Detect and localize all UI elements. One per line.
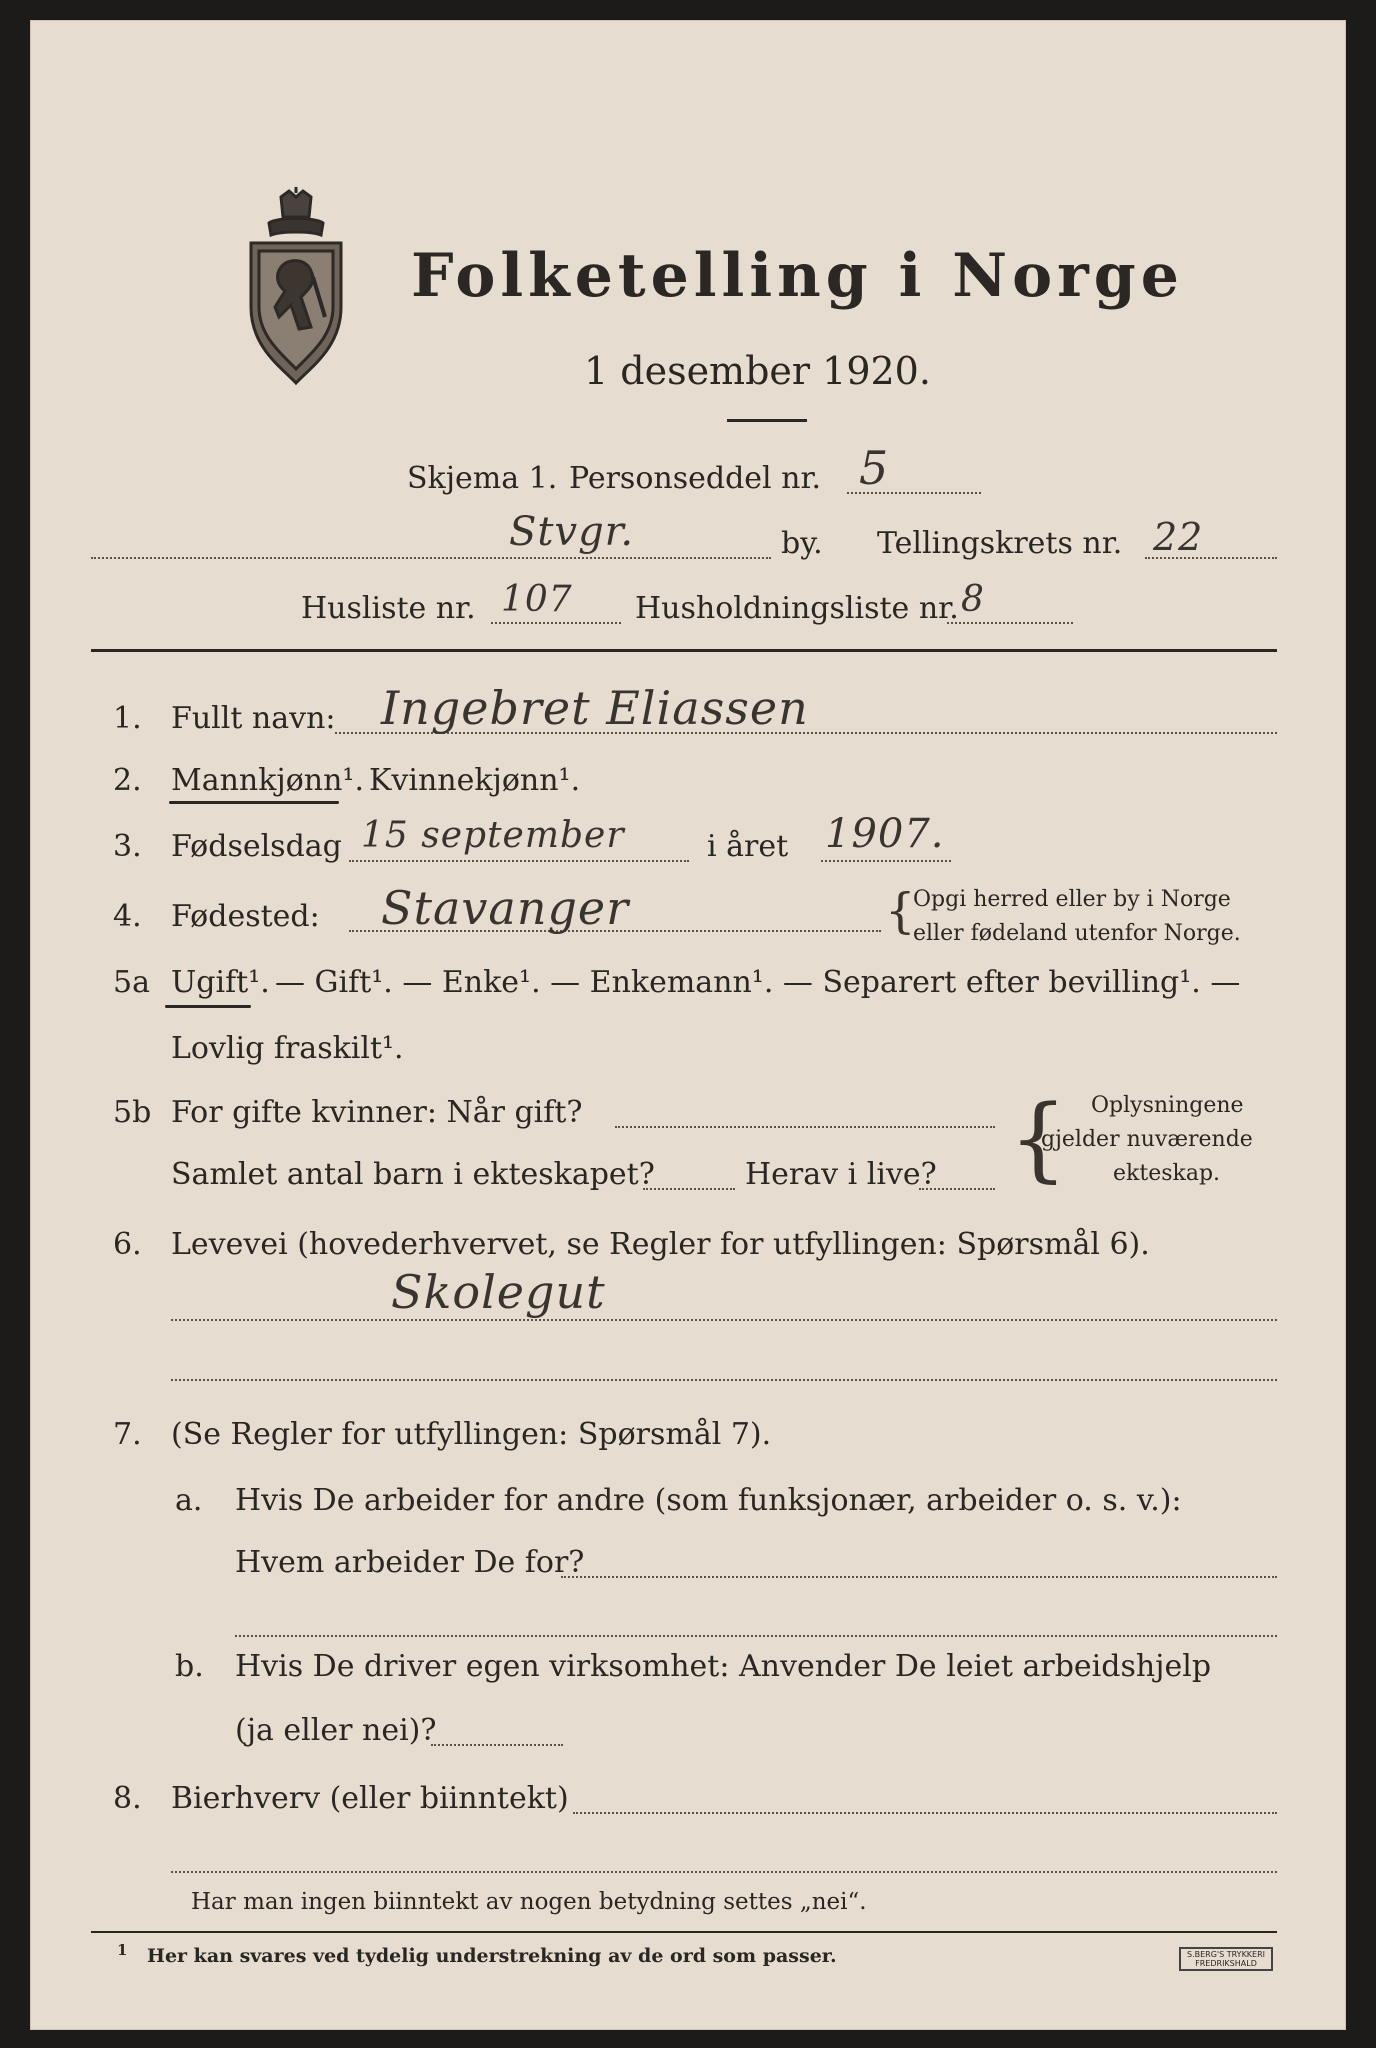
q6-dotline-2 bbox=[171, 1379, 1277, 1381]
q4-note-line1: Opgi herred eller by i Norge bbox=[913, 887, 1231, 912]
husholdning-label: Husholdningsliste nr. bbox=[635, 591, 959, 626]
by-label: by. bbox=[781, 526, 823, 561]
q2-male: Mannkjønn¹. bbox=[171, 763, 364, 798]
husliste-value: 107 bbox=[501, 579, 573, 620]
q7a-number: a. bbox=[175, 1483, 203, 1518]
q8-number: 8. bbox=[113, 1781, 142, 1816]
q4-label: Fødested: bbox=[171, 899, 320, 934]
footnote-text: Her kan svares ved tydelig understrekning av de ord som passer. bbox=[147, 1945, 837, 1967]
q6-number: 6. bbox=[113, 1227, 142, 1262]
q3-label: Fødselsdag bbox=[171, 829, 342, 864]
census-form bbox=[30, 20, 1346, 2030]
q5b-note-3: ekteskap. bbox=[1113, 1161, 1221, 1186]
q5a-options: — Gift¹. — Enke¹. — Enkemann¹. — Separert efter bevilling¹. — bbox=[275, 965, 1241, 1000]
q7a-dotline-1 bbox=[561, 1576, 1277, 1578]
printer-stamp bbox=[1179, 1947, 1273, 1971]
q5b-number: 5b bbox=[113, 1095, 152, 1130]
q8-label: Bierhverv (eller biinntekt) bbox=[171, 1781, 569, 1816]
q6-value: Skolegut bbox=[391, 1265, 606, 1319]
norway-coat-of-arms-icon bbox=[241, 187, 351, 387]
q7b-line1: Hvis De driver egen virksomhet: Anvender De leiet arbeidshjelp bbox=[235, 1649, 1212, 1684]
personseddel-label: Personseddel nr. bbox=[569, 461, 822, 496]
personseddel-value: 5 bbox=[859, 441, 890, 495]
q3-number: 3. bbox=[113, 829, 142, 864]
q5b-label: For gifte kvinner: Når gift? bbox=[171, 1095, 583, 1130]
q7a-line2: Hvem arbeider De for? bbox=[235, 1545, 585, 1580]
q5b-dotline bbox=[615, 1126, 995, 1128]
q5a-ugift-underline bbox=[165, 1005, 251, 1008]
q5b-note-2: gjelder nuværende bbox=[1041, 1127, 1253, 1152]
census-date: 1 desember 1920. bbox=[584, 349, 931, 393]
q5a-ugift: Ugift¹. bbox=[171, 965, 270, 1000]
husliste-label: Husliste nr. bbox=[301, 591, 476, 626]
title-divider bbox=[727, 419, 807, 422]
q1-number: 1. bbox=[113, 701, 142, 736]
husholdning-dotline bbox=[947, 622, 1073, 624]
form-title: Folketelling i Norge bbox=[411, 241, 1184, 311]
q5a-number: 5a bbox=[113, 965, 150, 1000]
q2-male-underline bbox=[169, 801, 339, 804]
q4-number: 4. bbox=[113, 899, 142, 934]
q5b-brace: { bbox=[1009, 1085, 1068, 1192]
q3-year-value: 1907. bbox=[825, 811, 945, 857]
q7b-number: b. bbox=[175, 1649, 204, 1684]
q2-number: 2. bbox=[113, 763, 142, 798]
q5b-children-dotline bbox=[643, 1188, 735, 1190]
q7b-line2: (ja eller nei)? bbox=[235, 1713, 437, 1748]
q6-label: Levevei (hovederhvervet, se Regler for utfyllingen: Spørsmål 6). bbox=[171, 1227, 1150, 1262]
q5b-alive-dotline bbox=[919, 1188, 995, 1190]
q3-year-label: i året bbox=[707, 829, 789, 864]
q4-note-line2: eller fødeland utenfor Norge. bbox=[913, 921, 1241, 946]
footnote-mark: 1 bbox=[117, 1941, 128, 1959]
printer-stamp-line1: S.BERG'S TRYKKERI bbox=[1187, 1950, 1266, 1959]
husliste-dotline bbox=[491, 622, 621, 624]
q4-brace: { bbox=[885, 883, 916, 939]
q6-dotline-1 bbox=[171, 1319, 1277, 1321]
q4-value: Stavanger bbox=[381, 881, 630, 935]
husholdning-value: 8 bbox=[961, 579, 985, 620]
q7a-dotline-2 bbox=[235, 1635, 1277, 1637]
q2-female: Kvinnekjønn¹. bbox=[369, 763, 581, 798]
income-note: Har man ingen biinntekt av nogen betydning settes „nei“. bbox=[191, 1889, 867, 1915]
city-value: Stvgr. bbox=[509, 509, 635, 555]
tellingskrets-value: 22 bbox=[1153, 515, 1204, 559]
q5b-children-label: Samlet antal barn i ekteskapet? bbox=[171, 1157, 655, 1192]
q8-dotline-1 bbox=[573, 1812, 1277, 1814]
schema-label: Skjema 1. bbox=[407, 461, 558, 496]
q5a-line2: Lovlig fraskilt¹. bbox=[171, 1031, 404, 1066]
q8-dotline-2 bbox=[171, 1871, 1277, 1873]
q3-year-dotline bbox=[821, 860, 951, 862]
q7-label: (Se Regler for utfyllingen: Spørsmål 7). bbox=[171, 1417, 772, 1452]
q7-number: 7. bbox=[113, 1417, 142, 1452]
q3-value: 15 september bbox=[361, 815, 625, 856]
q5b-alive-label: Herav i live? bbox=[745, 1157, 937, 1192]
header-divider bbox=[91, 649, 1277, 652]
q1-value: Ingebret Eliassen bbox=[381, 681, 809, 735]
footnote-divider bbox=[91, 1931, 1277, 1933]
q5b-note-1: Oplysningene bbox=[1091, 1093, 1244, 1118]
q7a-line1: Hvis De arbeider for andre (som funksjonær, arbeider o. s. v.): bbox=[235, 1483, 1182, 1518]
printer-stamp-line2: FREDRIKSHALD bbox=[1195, 1959, 1257, 1968]
city-dotline bbox=[91, 557, 771, 559]
tellingskrets-label: Tellingskrets nr. bbox=[877, 526, 1123, 561]
q7b-dotline bbox=[431, 1744, 563, 1746]
q3-dotline bbox=[349, 860, 689, 862]
q1-label: Fullt navn: bbox=[171, 701, 336, 736]
